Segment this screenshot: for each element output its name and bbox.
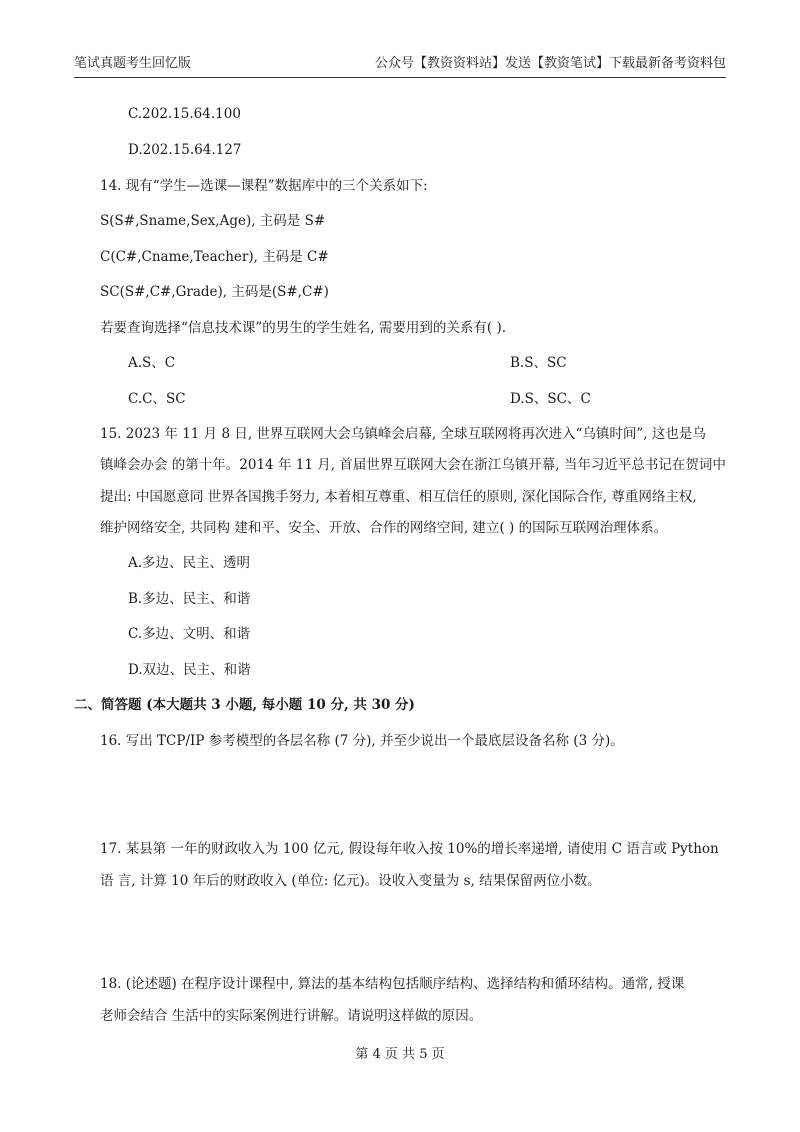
q15-option-d: D.双边、民主、和谐 — [128, 662, 251, 678]
q15-option-b: B.多边、民主、和谐 — [128, 591, 251, 607]
q14-relation-sc: SC(S#,C#,Grade), 主码是(S#,C#) — [100, 284, 329, 300]
q18-line-2: 老师会结合 生活中的实际案例进行讲解。请说明这样做的原因。 — [100, 1008, 483, 1024]
q14-relation-s: S(S#,Sname,Sex,Age), 主码是 S# — [100, 213, 326, 229]
q14-question: 若要查询选择“信息技术课”的男生的学生姓名, 需要用到的关系有( ). — [100, 320, 507, 336]
q14-options-row-2 — [128, 389, 756, 409]
q17-line-2: 语 言, 计算 10 年后的财政收入 (单位: 亿元)。设收入变量为 s, 结果保留两位小数。 — [100, 873, 601, 889]
q15-line-4: 维护网络安全, 共同构 建和平、安全、开放、合作的网络空间, 建立( ) 的国际互联网治理体系。 — [100, 520, 668, 536]
q13-option-d: D.202.15.64.127 — [128, 142, 242, 158]
q13-option-c: C.202.15.64.100 — [128, 106, 241, 122]
q14-option-b: B.S、SC — [510, 355, 567, 371]
q15-option-a: A.多边、民主、透明 — [128, 555, 251, 571]
section-2-title: 二、简答题 (本大题共 3 小题, 每小题 10 分, 共 30 分) — [74, 697, 415, 713]
q14-options-row-1 — [128, 353, 756, 373]
header-left-text: 笔试真题考生回忆版 — [74, 56, 192, 71]
q14-option-c: C.C、SC — [128, 391, 186, 407]
q15-line-3: 提出: 中国愿意同 世界各国携手努力, 本着相互尊重、相互信任的原则, 深化国际合作, 尊重网络主权, — [100, 489, 697, 505]
q14-relation-c: C(C#,Cname,Teacher), 主码是 C# — [100, 249, 329, 265]
q14-option-a: A.S、C — [128, 355, 176, 371]
page-footer: 第 4 页 共 5 页 — [355, 1047, 445, 1062]
q16-text: 16. 写出 TCP/IP 参考模型的各层名称 (7 分), 并至少说出一个最底层设备名称 (3 分)。 — [100, 733, 624, 749]
page-header — [74, 55, 726, 78]
q15-line-1: 15. 2023 年 11 月 8 日, 世界互联网大会乌镇峰会启幕, 全球互联网将再次进入“乌镇时间”, 这也是乌 — [100, 426, 706, 442]
q14-stem: 14. 现有“学生—选课—课程”数据库中的三个关系如下: — [100, 178, 428, 194]
q15-option-c: C.多边、文明、和谐 — [128, 626, 251, 642]
q17-line-1: 17. 某县第 一年的财政收入为 100 亿元, 假设每年收入按 10%的增长率递增, 请使用 C 语言或 Python — [100, 841, 719, 857]
q14-option-d: D.S、SC、C — [510, 391, 591, 407]
q18-line-1: 18. (论述题) 在程序设计课程中, 算法的基本结构包括顺序结构、选择结构和循环结构。通常, 授课 — [100, 976, 685, 992]
q15-line-2: 镇峰会办会 的第十年。2014 年 11 月, 首届世界互联网大会在浙江乌镇开幕, 当年习近平总书记在贺词中 — [100, 457, 726, 473]
header-right-text: 公众号【教资资料站】发送【教资笔试】下载最新备考资料包 — [374, 56, 726, 71]
